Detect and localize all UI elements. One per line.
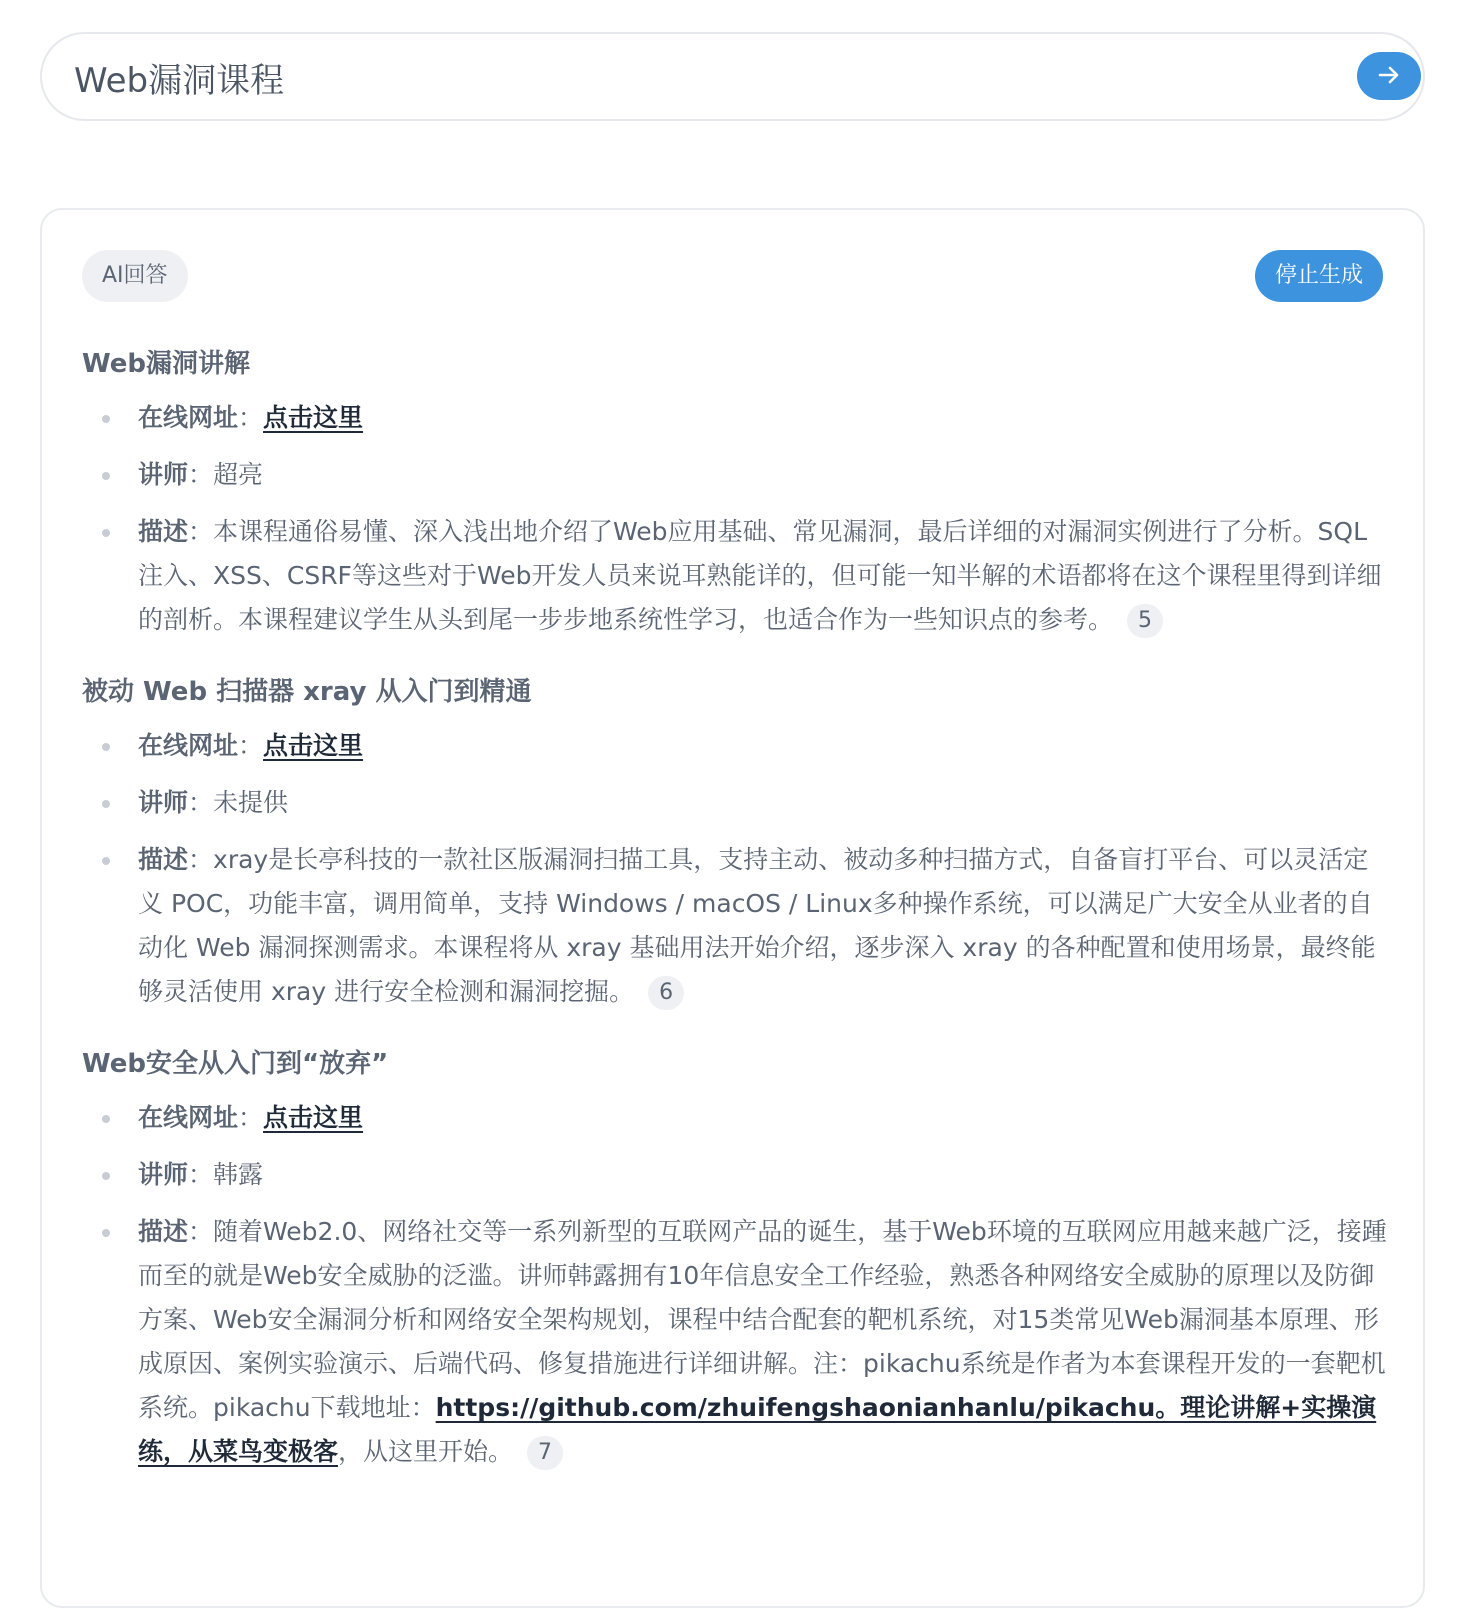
url-label: 在线网址 [138, 1103, 239, 1132]
citation-badge[interactable]: 7 [527, 1436, 563, 1470]
description-text: xray是长亭科技的一款社区版漏洞扫描工具，支持主动、被动多种扫描方式，自备盲打平台、可以灵活定义 POC，功能丰富，调用简单，支持 Windows / macOS / Linux多种操作系统，可以满足广大安全从业者的自动化 Web 漏洞探测需求。本课程将从 xray 基础用法开始介绍，逐步深入 xray 的各种配置和使用场景，最终能够灵活使用 xray 进行安全检测和漏洞挖掘。 [138, 845, 1376, 1006]
answer-content [82, 342, 1387, 1502]
citation-badge[interactable]: 5 [1127, 604, 1163, 638]
teacher-name: 未提供 [213, 788, 289, 817]
citation-badge[interactable]: 6 [648, 976, 684, 1010]
course-link[interactable]: 点击这里 [263, 1103, 364, 1132]
ai-answer-badge: AI回答 [82, 250, 188, 302]
teacher-name: 超亮 [213, 460, 264, 489]
description-tail: ，从这里开始。 [338, 1437, 514, 1466]
list-item-teacher: 讲师：超亮 [82, 453, 1387, 497]
submit-button[interactable] [1357, 52, 1421, 100]
list-item-description: 描述：随着Web2.0、网络社交等一系列新型的互联网产品的诞生，基于Web环境的互联网应用越来越广泛，接踵而至的就是Web安全威胁的泛滥。讲师韩露拥有10年信息安全工作经验，熟悉各种网络安全威胁的原理以及防御方案、Web安全漏洞分析和网络安全架构规划，课程中结合配套的靶机系统，对15类常见Web漏洞基本原理、形成原因、案例实验演示、后端代码、修复措施进行详细讲解。注：pikachu系统是作者为本套课程开发的一套靶机系统。pikachu下载地址：https://github.com/zhuifengshaonianhanlu/pikachu。理论讲解+实操演练，从菜鸟变极客，从这里开始。 7 [82, 1210, 1387, 1474]
description-label: 描述 [138, 845, 189, 874]
description-label: 描述 [138, 1217, 189, 1246]
list-item-url: 在线网址：点击这里 [82, 1096, 1387, 1140]
search-bar [40, 32, 1425, 121]
list-item-teacher: 讲师：韩露 [82, 1153, 1387, 1197]
course-title: Web漏洞讲解 [82, 349, 250, 379]
description-text: 本课程通俗易懂、深入浅出地介绍了Web应用基础、常见漏洞，最后详细的对漏洞实例进行了分析。SQL注入、XSS、CSRF等这些对于Web开发人员来说耳熟能详的，但可能一知半解的术语都将在这个课程里得到详细的剖析。本课程建议学生从头到尾一步步地系统性学习，也适合作为一些知识点的参考。 [138, 517, 1382, 634]
teacher-name: 韩露 [213, 1160, 264, 1189]
list-item-url: 在线网址：点击这里 [82, 396, 1387, 440]
pikachu-download-link[interactable]: https://github.com/zhuifengshaonianhanlu/pikachu。理论讲解+实操演练，从菜鸟变极客 [138, 1393, 1377, 1466]
course-section [82, 342, 1387, 642]
course-section [82, 670, 1387, 1014]
teacher-label: 讲师 [138, 1160, 189, 1189]
url-label: 在线网址 [138, 731, 239, 760]
url-label: 在线网址 [138, 403, 239, 432]
list-item-url: 在线网址：点击这里 [82, 724, 1387, 768]
description-label: 描述 [138, 517, 189, 546]
arrow-right-icon [1376, 62, 1402, 91]
course-link[interactable]: 点击这里 [263, 403, 364, 432]
list-item-description: 描述：xray是长亭科技的一款社区版漏洞扫描工具，支持主动、被动多种扫描方式，自备盲打平台、可以灵活定义 POC，功能丰富，调用简单，支持 Windows / macOS / Linux多种操作系统，可以满足广大安全从业者的自动化 Web 漏洞探测需求。本课程将从 xray 基础用法开始介绍，逐步深入 xray 的各种配置和使用场景，最终能够灵活使用 xray 进行安全检测和漏洞挖掘。 6 [82, 838, 1387, 1014]
list-item-teacher: 讲师：未提供 [82, 781, 1387, 825]
stop-generating-button[interactable]: 停止生成 [1255, 250, 1383, 302]
course-section [82, 1042, 1387, 1474]
course-link[interactable]: 点击这里 [263, 731, 364, 760]
description-text: 随着Web2.0、网络社交等一系列新型的互联网产品的诞生，基于Web环境的互联网应用越来越广泛，接踵而至的就是Web安全威胁的泛滥。讲师韩露拥有10年信息安全工作经验，熟悉各种网络安全威胁的原理以及防御方案、Web安全漏洞分析和网络安全架构规划，课程中结合配套的靶机系统，对15类常见Web漏洞基本原理、形成原因、案例实验演示、后端代码、修复措施进行详细讲解。注：pikachu系统是作者为本套课程开发的一套靶机系统。pikachu下载地址： [138, 1217, 1387, 1422]
course-title: Web安全从入门到“放弃” [82, 1049, 389, 1079]
ai-answer-card [40, 208, 1425, 1608]
course-title: 被动 Web 扫描器 xray 从入门到精通 [82, 677, 532, 707]
teacher-label: 讲师 [138, 460, 189, 489]
list-item-description: 描述：本课程通俗易懂、深入浅出地介绍了Web应用基础、常见漏洞，最后详细的对漏洞实例进行了分析。SQL注入、XSS、CSRF等这些对于Web开发人员来说耳熟能详的，但可能一知半解的术语都将在这个课程里得到详细的剖析。本课程建议学生从头到尾一步步地系统性学习，也适合作为一些知识点的参考。 5 [82, 510, 1387, 642]
search-input[interactable] [74, 52, 1274, 102]
teacher-label: 讲师 [138, 788, 189, 817]
